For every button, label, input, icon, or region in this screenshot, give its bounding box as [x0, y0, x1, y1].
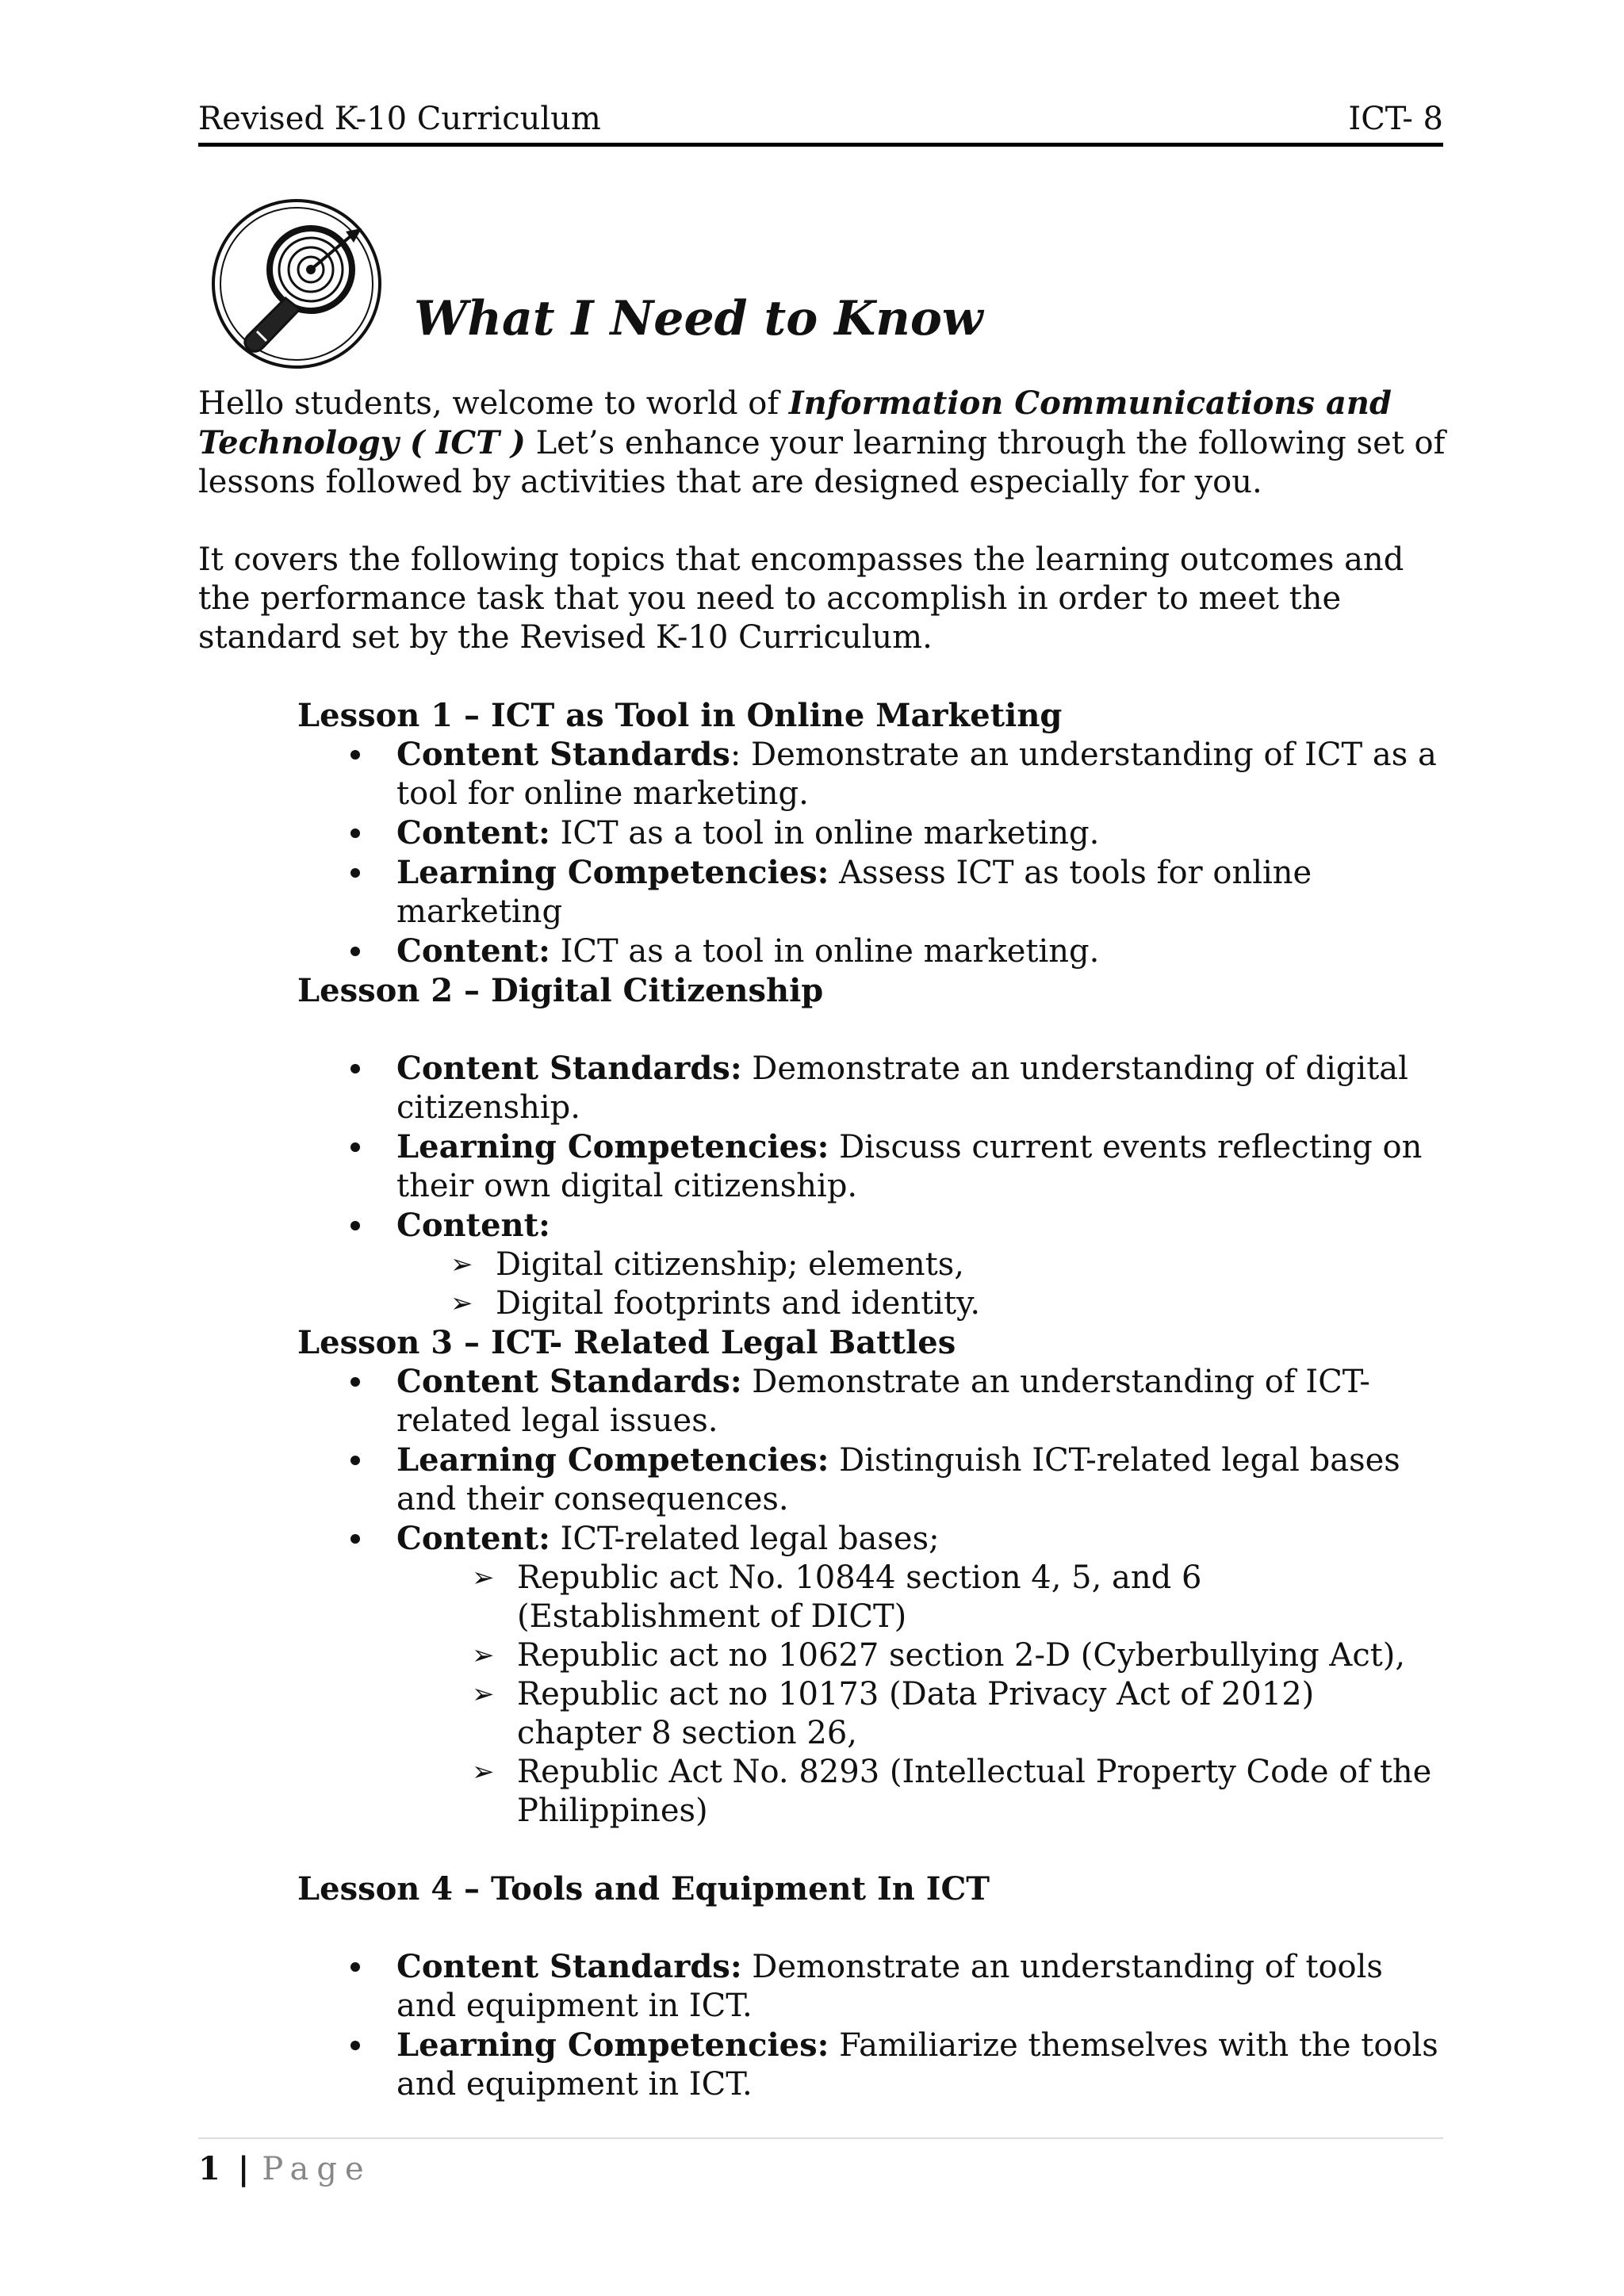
arrow-bullet-icon: ➢: [450, 1288, 473, 1319]
list-item: Content Standards: Demonstrate an understanding of ICT as a tool for online marketing.: [198, 735, 1447, 813]
lesson-3: [198, 1323, 1447, 1831]
lesson-1: [198, 696, 1447, 971]
list-item: Learning Competencies: Discuss current events reflecting on their own digital citizenship.: [198, 1127, 1447, 1206]
page-footer: [198, 2145, 372, 2193]
header-curriculum: Revised K-10 Curriculum: [198, 101, 601, 137]
list-item: Content:: [198, 1206, 1447, 1246]
lesson-2-bullets: [198, 1049, 1447, 1246]
lesson-1-bullets: [198, 735, 1447, 971]
lesson-2: [198, 971, 1447, 1323]
sub-list-item: ➢ Republic act No. 10844 section 4, 5, and 6 (Establishment of DICT): [472, 1559, 1202, 1635]
arrow-bullet-icon: ➢: [472, 1640, 495, 1671]
sub-list-item: ➢ Republic Act No. 8293 (Intellectual Property Code of the Philippines): [472, 1754, 1432, 1829]
page-label: Page: [262, 2151, 372, 2187]
lesson-3-title: Lesson 3 – ICT- Related Legal Battles: [297, 1324, 956, 1361]
page-number: 1: [198, 2150, 220, 2187]
footer-separator: |: [237, 2150, 250, 2187]
lesson-4-bullets: [198, 1947, 1447, 2104]
lesson-4: [198, 1869, 1447, 2104]
intro-text-start: Hello students, welcome to world of: [198, 385, 789, 422]
arrow-bullet-icon: ➢: [472, 1756, 495, 1788]
lesson-3-subitems: [198, 1559, 1447, 1831]
list-item: Learning Competencies: Distinguish ICT-related legal bases and their consequences.: [198, 1441, 1447, 1519]
lesson-4-title: Lesson 4 – Tools and Equipment In ICT: [297, 1870, 990, 1908]
coverage-paragraph: It covers the following topics that encompasses the learning outcomes and the performance task that you need to accomplish in order to meet the standard set by the Revised K-10 Curriculum.: [198, 541, 1404, 656]
lesson-1-title: Lesson 1 – ICT as Tool in Online Marketing: [297, 697, 1063, 734]
arrow-bullet-icon: ➢: [450, 1249, 473, 1280]
lesson-3-bullets: [198, 1362, 1447, 1559]
lesson-2-subitems: [198, 1246, 1447, 1323]
magnifier-target-icon: [209, 197, 384, 371]
list-item: Learning Competencies: Assess ICT as tools for online marketing: [198, 853, 1447, 932]
section-title: What I Need to Know: [414, 291, 983, 346]
arrow-bullet-icon: ➢: [472, 1678, 495, 1710]
list-item: Content Standards: Demonstrate an understanding of ICT-related legal issues.: [198, 1362, 1447, 1441]
list-item: Content: ICT as a tool in online marketing.: [198, 932, 1447, 971]
intro-paragraph: [198, 384, 1447, 502]
intro-text-end: Let’s enhance your learning through the following set of lessons followed by activities that are designed especially for you.: [198, 425, 1446, 500]
list-item: Content: ICT-related legal bases;: [198, 1519, 1447, 1559]
arrow-bullet-icon: ➢: [472, 1562, 495, 1594]
sub-list-item: ➢ Republic act no 10627 section 2-D (Cyberbullying Act),: [472, 1637, 1406, 1674]
document-body: [198, 384, 1447, 2104]
list-item: Content Standards: Demonstrate an understanding of digital citizenship.: [198, 1049, 1447, 1127]
list-item: Content: ICT as a tool in online marketing.: [198, 813, 1447, 853]
list-item: Learning Competencies: Familiarize themselves with the tools and equipment in ICT.: [198, 2026, 1447, 2104]
header-subject: ICT- 8: [1348, 101, 1443, 137]
lesson-2-title: Lesson 2 – Digital Citizenship: [297, 972, 824, 1009]
sub-list-item: ➢ Digital footprints and identity.: [450, 1285, 981, 1322]
sub-list-item: ➢ Digital citizenship; elements,: [450, 1246, 964, 1283]
page-header: [198, 95, 1443, 147]
list-item: Content Standards: Demonstrate an understanding of tools and equipment in ICT.: [198, 1947, 1447, 2026]
footer-divider: [198, 2137, 1443, 2139]
sub-list-item: ➢ Republic act no 10173 (Data Privacy Act of 2012) chapter 8 section 26,: [472, 1676, 1315, 1751]
intro-highlight: Information Communications and Technology ( ICT ): [198, 385, 1392, 461]
